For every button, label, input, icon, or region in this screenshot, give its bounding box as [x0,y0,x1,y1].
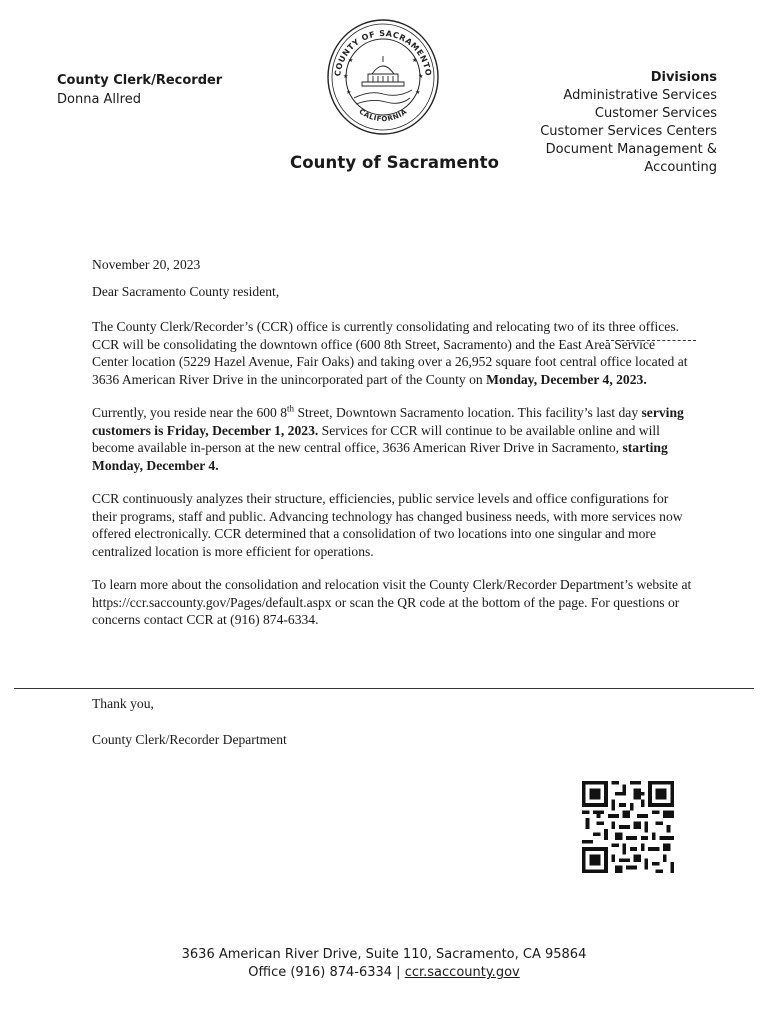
scan-artifact-line [14,688,754,689]
clerk-name: Donna Allred [57,92,141,107]
division-item: Customer Services Centers [540,124,717,139]
svg-text:★: ★ [412,57,418,64]
footer-office: Office (916) 874-6334 | [248,965,401,980]
seal-top-text: COUNTY OF SACRAMENTO [333,28,433,77]
p2-bold-last-day: serving customers is Friday, December 1, 2023. [92,405,684,438]
p2-sup: th [287,403,295,414]
county-seal-icon [326,18,440,136]
paragraph-analysis: CCR continuously analyzes their structure, efficiencies, public service levels and office configurations for their programs, staff and public. Advancing technology has changed business needs, with more services now offered electronically. CCR determined that a consolidation of two locations into one singular and more centralized location is more efficient for operations. [92,491,683,559]
p1-text: The County Clerk/Recorder’s (CCR) office is currently consolidating and relocating two of its three offices. CCR will be consolidating the downtown office (600 8th Street, Sacramento) and the East Area Service Center location (5229 Hazel Avenue, Fair Oaks) and taking over a 26,952 square foot central office located at 3636 American River Drive in the unincorporated part of the County on [92,319,688,387]
paragraph-consolidation [92,318,692,388]
closing-block [92,695,287,748]
footer [0,946,768,982]
svg-text:★: ★ [348,57,354,64]
svg-text:★: ★ [346,89,352,96]
p1-bold-date: Monday, December 4, 2023. [486,371,647,387]
svg-text:★: ★ [418,73,424,80]
division-item: Accounting [644,160,717,175]
p2-part3: Services for CCR will continue to be available online and will become available in-person at the new central office, 3636 American River Drive in Sacramento, [92,422,660,455]
division-item: Customer Services [594,106,717,121]
svg-text:COUNTY OF SACRAMENTO [333,29,433,77]
footer-contact [0,964,768,982]
qr-code-icon[interactable] [582,781,674,873]
svg-text:CALIFORNIA [357,107,408,123]
svg-text:★: ★ [415,89,421,96]
paragraph-location [92,404,692,474]
clerk-title: County Clerk/Recorder [57,73,223,88]
division-item: Document Management & [545,142,717,157]
closing-thanks: Thank you, [92,696,154,711]
paragraph-learn-more: To learn more about the consolidation and relocation visit the County Clerk/Recorder Department’s website at https://ccr.saccounty.gov/Pages/default.aspx or scan the QR code at the bottom of the page. For questions or concerns contact CCR at (916) 874-6334. [92,577,692,627]
p2-bold-start: starting Monday, December 4. [92,440,668,473]
divisions-block [540,69,717,177]
letter-body [92,256,692,645]
footer-website-link[interactable]: ccr.saccounty.gov [404,965,520,980]
svg-text:★: ★ [343,73,349,80]
p2-part1: Currently, you reside near the 600 8 [92,405,288,420]
seal-bottom-text: CALIFORNIA [357,107,409,124]
clerk-block [57,71,222,109]
division-item: Administrative Services [563,88,717,103]
signature: County Clerk/Recorder Department [92,731,287,747]
county-name: County of Sacramento [290,153,500,172]
footer-address: 3636 American River Drive, Suite 110, Sacramento, CA 95864 [181,947,587,962]
scan-artifact-line [606,340,696,341]
p2-part2: Street, Downtown Sacramento location. This facility’s last day [294,405,642,420]
letter-date: November 20, 2023 [92,257,201,272]
salutation: Dear Sacramento County resident, [92,283,280,299]
divisions-title: Divisions [650,70,717,85]
